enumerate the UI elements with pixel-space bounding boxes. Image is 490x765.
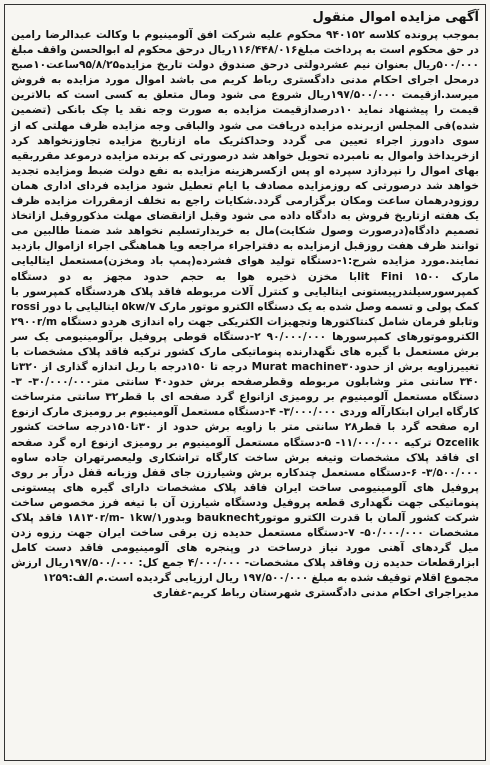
notice-body: بموجب پرونده کلاسه ۹۴۰۱۵۲ محکوم علیه شرکت افق آلومینیوم با وکالت عبدالرضا رامین در حق محکوم است به پرداخت مبلغ۱۱۶/۴۴۸/۰۱۶ریال درحق محکوم له ابوالحسن واقف مبلغ ۵۰۰/۰۰۰ریال بعنوان نیم عشردولتی درحق صندوق دولت تاریخ مزایده۹۵/۸/۲۵ساعت۱۰صبح درمحل اجرای احکام مدنی دادگستری رباط کریم می باشد اموال مورد مزایده به فروش میرسد.ازقیمت ۱۹۷/۵۰۰/۰۰۰ریال شروع می شود ومال متعلق به کسی است که بالاترین قیمت را پیشنهاد نماید ۱۰درصدازقیمت مزایده به صورت وجه نقد یا چک بانکی (تضمین شده)فی المجلس ازبرنده مزایده دریافت می شود والباقی وجه مزایده ظرف مهلتی که از سوی دادورز اجراء تعیین می گردد وحداکثریک ماه ازتاریخ مزایده تجاوزنخواهد کرد ازخریداخذ واموال به نامبرده تحویل خواهد شد درصورتی که برنده مزایده درموعد مقرربقیه بهای اموال را نپردازد سپرده او پس ازکسرهزینه مزایده به نفع دولت ضبط ومزایده تجدید خواهد شد درصورتی که روزمزایده مصادف با ایام تعطیل شود مزایده فردای اداری همان روزودرهمان ساعت ومکان برگزارمی گردد.شکایات راجع به تخلف ازمقررات مزایده ظرف یک هفته ازتاریخ فروش به دادگاه داده می شود وقبل ازانقضای مهلت مذکوروقبل ازاتخاذ تصمیم دادگاه(درصورت وصول شکایت)مال به خریدارتسلیم نخواهد شد ضمنا طالبین می توانند ظرف هفت روزقبل ازمزایده به دفتراجراء مراجعه ویا هماهنگی اجراء ازاموال بازدید نمایند.مورد مزایده شرح:۱-دستگاه تولید هوای فشرده(پمپ باد ومخزن)مستعمل ایتالیایی مارک lit Fini ۱۵۰۰با مخزن ذخیره هوا به حجم حدود مجهز به دو دستگاه کمپرسورسیلندرپیستونی ایتالیایی و کنترل آلات مربوطه فاقد پلاک هردستگاه کمپرسور با کمک پولی و تسمه وصل شده به یک دستگاه الکترو موتور مارک ۵kw/۷ ایتالیایی با دور rossi وتابلو فرمان شامل کنتاکتورها وتجهیزات الکتریکی جهت راه اندازی هردو دستگاه ۲۹۰۰r/m الکتروموتورهای کمپرسورها ۹۰/۰۰۰/۰۰۰ ۲-دستگاه قوطی پروفیل برآلومینیومی یک سر برش مستعمل با گیره های نگهدارنده پنوماتیکی مارک کشور ترکیه فاقد پلاک مشخصات با تغییرزاویه برش از حدودMurat machine۳۰ درجه تا ۱۵۰درجه با ریل اندازه گذاری از ۳۲۰تا ۳۴۰ سانتی متر وشابلون مربوطه وقطرصفحه برش حدود۴۰ سانتی متر۳۰/۰۰۰/۰۰۰- ۳-دستگاه مستعمل آلومینیوم بر رومیزی ازانواع گرد صفحه ای با قطر۳۲ سانتی مترساخت کارگاه ایران ابتکارآله وردی ۳/۰۰۰/۰۰۰- ۴-دستگاه مستعمل آلومینیوم بر رومیزی مارک ازنوع اره صفحه گرد با قطر۲۸ سانتی متر با زاویه برش حدود از ۳۰تا۱۵۰درجه ساخت کشور Ozcelik ترکیه ۱۱/۰۰۰/۰۰۰- ۵-دستگاه مستعمل آلومینیوم بر رومیزی ازنوع اره گرد صفحه ای فاقد پلاک مشخصات وتیغه برش ساخت کارگاه تراشکاری ولیعصرتهران جاده ساوه ۳/۵۰۰/۰۰۰- ۶-دستگاه مستعمل چندکاره برش وشیارزن جای قفل وزبانه قفل درآر بر روی پروفیل های آلومینیومی ساخت ایران فاقد پلاک مشخصات دارای گیره های پیستونی پنوماتیکی جهت نگهداری قطعه پروفیل ودستگاه شیارزن آن با تیغه فرز مخصوص ساخت شرکت کشور آلمان با قدرت الکترو موتورbauknecht وبدور۱۸۱۳۰r/m- ۱kw/۱ فاقد پلاک مشخصات ۵۰/۰۰۰/۰۰۰- ۷-دستگاه مستعمل حدیده زن برقی ساخت ایران جهت رزوه زدن میل گردهای آهنی مورد نیاز درساخت در وپنجره های آلومینیومی فاقد دست کامل ابزارقطعات حدیده زن وفاقد پلاک مشخصات- ۴/۰۰۰/۰۰۰ جمع کل: ۱۹۷/۵۰۰/۰۰۰ریال ارزش مجموع اقلام توقیف شده به مبلغ ۱۹۷/۵۰۰/۰۰۰ ریال ارزیابی گردیده است.م الف:۱۲۵۹: [11, 29, 480, 585]
notice-signature: مدیراجرای احکام مدنی دادگستری شهرستان رباط کریم-غفاری: [152, 587, 479, 600]
newspaper-notice-clipping: [4, 4, 486, 761]
notice-title: آگهی مزایده اموال منقول: [312, 10, 479, 25]
